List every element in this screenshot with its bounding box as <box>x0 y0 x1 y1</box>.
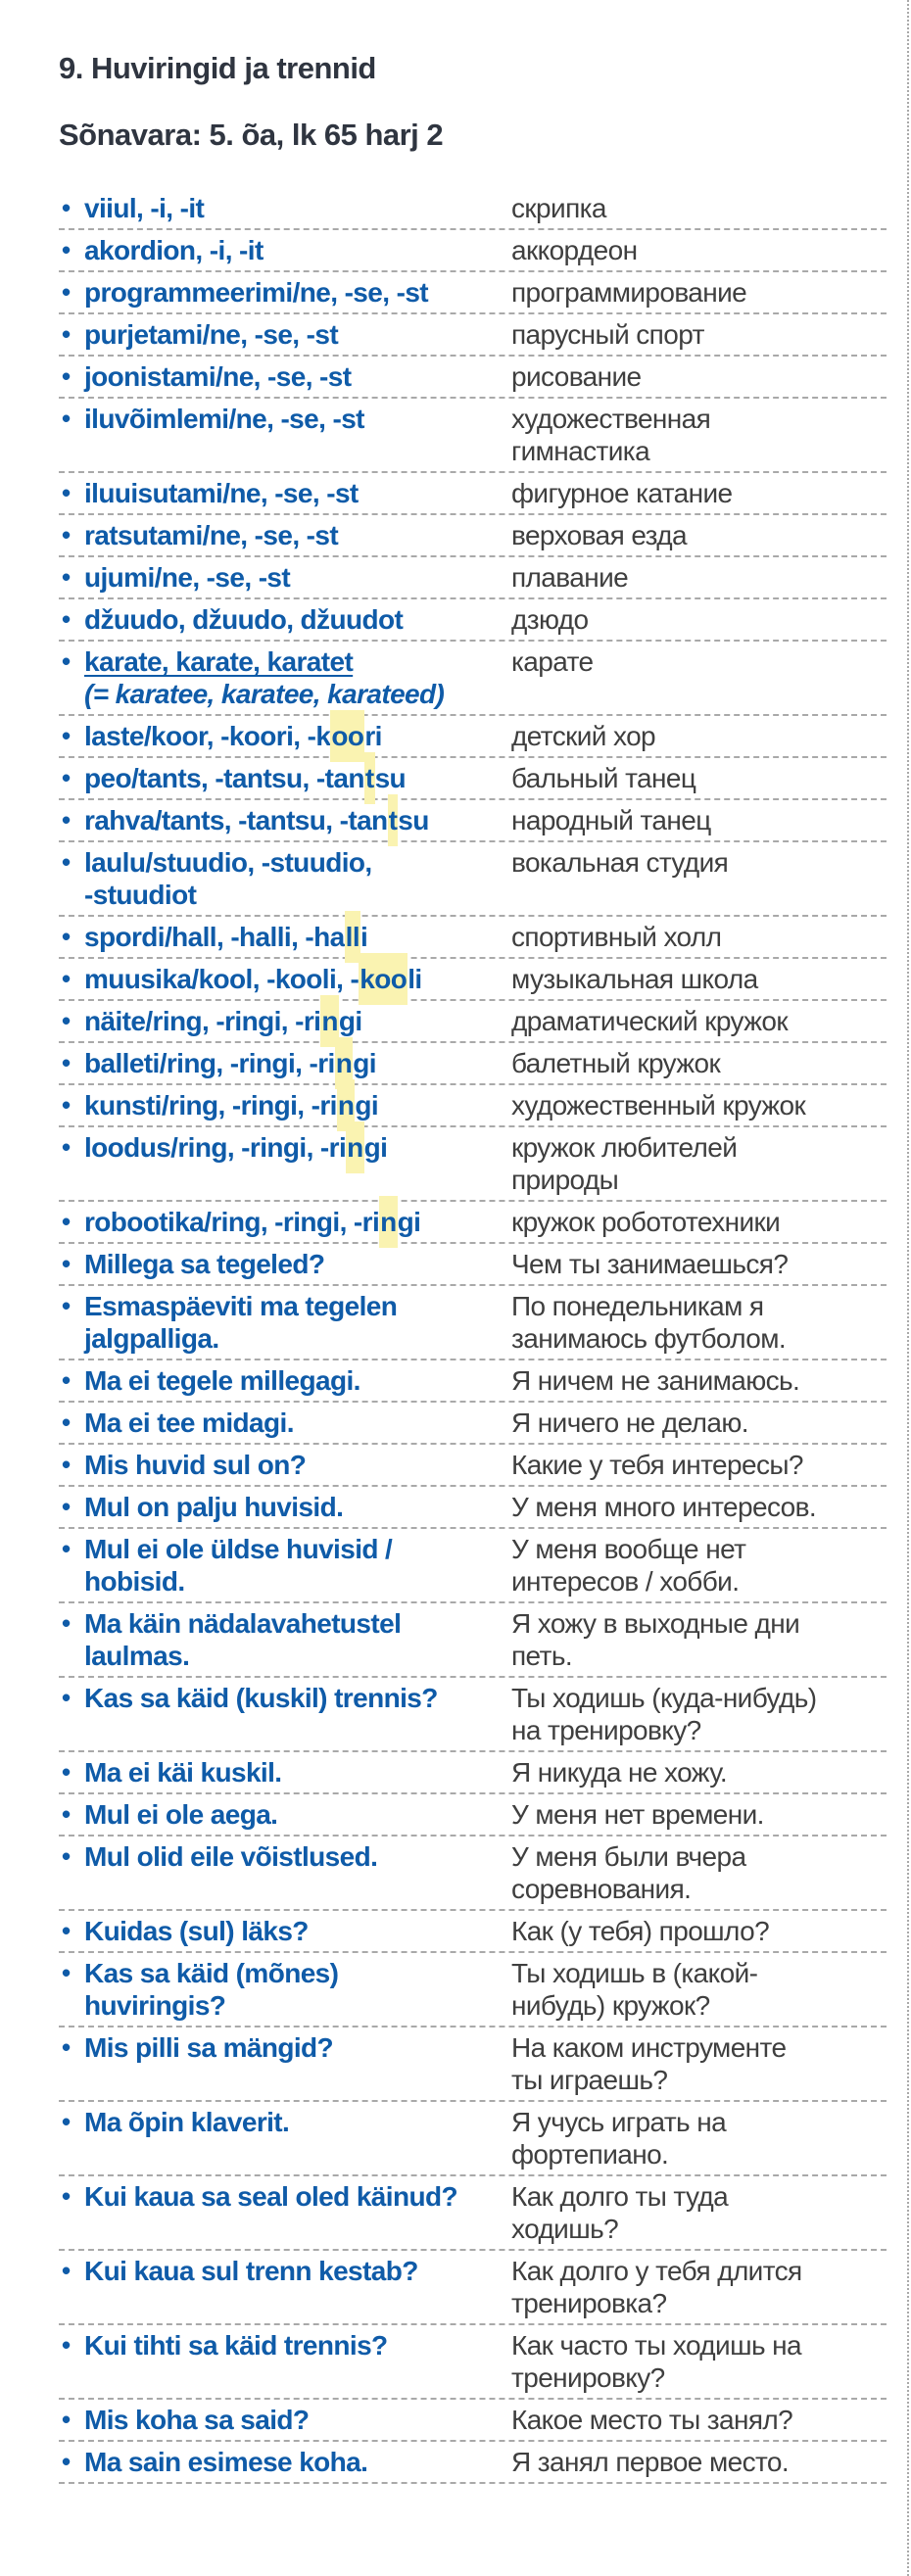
bullet-icon: • <box>62 964 71 993</box>
table-row <box>59 917 887 959</box>
russian-line: рисование <box>511 361 642 392</box>
russian-translation-cell <box>511 2106 887 2171</box>
table-row <box>59 1001 887 1043</box>
bullet-icon: • <box>62 1450 71 1479</box>
grade-highlight: n <box>337 1079 356 1131</box>
table-row <box>59 1403 887 1445</box>
russian-line: карате <box>511 646 594 677</box>
estonian-line: robootika/ring, -ringi, -ringi <box>84 1206 511 1238</box>
russian-line: Ты ходишь в (какой- <box>511 1958 758 1988</box>
estonian-line: huviringis? <box>84 1990 226 2021</box>
estonian-line: Mul olid eile võistlused. <box>84 1841 378 1872</box>
russian-translation-cell <box>511 1798 887 1831</box>
russian-line: Я ничего не делаю. <box>511 1407 748 1438</box>
estonian-line: hobisid. <box>84 1566 185 1597</box>
estonian-term-cell <box>59 2180 511 2213</box>
estonian-line: Mul ei ole aega. <box>84 1799 278 1830</box>
russian-line: тренировка? <box>511 2288 667 2318</box>
bullet-icon: • <box>62 2181 71 2211</box>
russian-line: Как часто ты ходишь на <box>511 2330 801 2361</box>
grade-highlight: ll <box>345 911 360 963</box>
bullet-icon: • <box>62 1407 71 1437</box>
bullet-icon: • <box>62 2256 71 2285</box>
russian-translation-cell <box>511 1005 887 1037</box>
russian-line: занимаюсь футболом. <box>511 1323 787 1354</box>
russian-translation-cell <box>511 318 887 351</box>
russian-translation-cell <box>511 1491 887 1523</box>
russian-line: дзюдо <box>511 604 589 635</box>
estonian-term-cell <box>59 1840 511 1873</box>
estonian-line: Ma sain esimese koha. <box>84 2447 368 2477</box>
russian-line: У меня много интересов. <box>511 1492 817 1522</box>
estonian-line: Kui kaua sul trenn kestab? <box>84 2256 418 2286</box>
estonian-term-cell <box>59 1449 511 1481</box>
russian-translation-cell <box>511 1607 887 1672</box>
grade-highlight: t <box>388 794 399 846</box>
estonian-line: jalgpalliga. <box>84 1323 219 1354</box>
bullet-icon: • <box>62 1534 71 1563</box>
table-row <box>59 716 887 758</box>
estonian-term-cell <box>59 1364 511 1397</box>
russian-line: Я учусь играть на <box>511 2107 727 2137</box>
russian-translation-cell <box>511 846 887 879</box>
bullet-icon: • <box>62 1291 71 1320</box>
russian-translation-cell <box>511 1957 887 2022</box>
estonian-line: Ma õpin klaverit. <box>84 2107 290 2137</box>
table-row <box>59 758 887 800</box>
russian-line: Как долго у тебя длится <box>511 2256 802 2286</box>
bullet-icon: • <box>62 235 71 264</box>
bullet-icon: • <box>62 1365 71 1395</box>
grade-highlight: n <box>346 1121 364 1173</box>
table-row <box>59 2027 887 2102</box>
estonian-line: Mul ei ole üldse huvisid / <box>84 1534 393 1564</box>
estonian-line: joonistami/ne, -se, -st <box>84 361 352 392</box>
table-row <box>59 1202 887 1244</box>
table-row <box>59 2400 887 2442</box>
russian-translation-cell <box>511 561 887 594</box>
estonian-line: Mis pilli sa mängid? <box>84 2032 334 2063</box>
estonian-term-cell <box>59 1131 511 1164</box>
estonian-line: Millega sa tegeled? <box>84 1249 325 1279</box>
estonian-line: rahva/tants, -tantsu, -tantsu <box>84 804 511 836</box>
russian-line: драматический кружок <box>511 1006 789 1036</box>
estonian-line: Kui tihti sa käid trennis? <box>84 2330 388 2361</box>
estonian-term-cell <box>59 720 511 752</box>
russian-translation-cell <box>511 2180 887 2245</box>
russian-line: балетный кружок <box>511 1048 721 1078</box>
bullet-icon: • <box>62 646 71 676</box>
table-row <box>59 800 887 842</box>
russian-line: нибудь) кружок? <box>511 1990 710 2021</box>
russian-line: соревнования. <box>511 1874 692 1904</box>
estonian-line: (= karatee, karatee, karateed) <box>84 679 445 709</box>
russian-line: художественный кружок <box>511 1090 806 1121</box>
russian-translation-cell <box>511 1756 887 1789</box>
russian-translation-cell <box>511 2031 887 2096</box>
estonian-term-cell <box>59 1607 511 1672</box>
table-row <box>59 557 887 599</box>
estonian-term-cell <box>59 318 511 351</box>
estonian-line: -stuudiot <box>84 880 197 910</box>
table-row <box>59 1445 887 1487</box>
russian-line: кружок любителей <box>511 1132 738 1163</box>
table-row <box>59 842 887 917</box>
bullet-icon: • <box>62 1090 71 1120</box>
russian-line: фортепиано. <box>511 2139 669 2170</box>
estonian-term-cell <box>59 2106 511 2138</box>
estonian-line: spordi/hall, -halli, -halli <box>84 921 511 953</box>
estonian-term-cell <box>59 1248 511 1280</box>
bullet-icon: • <box>62 1799 71 1829</box>
estonian-term-cell <box>59 1206 511 1238</box>
grade-highlight: t <box>364 752 375 804</box>
russian-line: Как долго ты туда <box>511 2181 729 2212</box>
bullet-icon: • <box>62 721 71 750</box>
table-row <box>59 1953 887 2027</box>
estonian-term-cell <box>59 1682 511 1714</box>
estonian-term-cell <box>59 519 511 551</box>
estonian-line: iluuisutami/ne, -se, -st <box>84 478 359 508</box>
page-title: 9. Huviringid ja trennid <box>59 51 376 85</box>
table-row <box>59 473 887 515</box>
estonian-term-cell <box>59 1290 511 1355</box>
estonian-term-cell <box>59 2404 511 2436</box>
estonian-line: laulmas. <box>84 1641 190 1671</box>
estonian-term-cell <box>59 477 511 509</box>
russian-translation-cell <box>511 762 887 794</box>
estonian-line: Kas sa käid (kuskil) trennis? <box>84 1683 438 1713</box>
russian-line: интересов / хобби. <box>511 1566 740 1597</box>
table-row <box>59 230 887 272</box>
russian-line: У меня были вчера <box>511 1841 746 1872</box>
russian-translation-cell <box>511 1533 887 1598</box>
russian-line: По понедельникам я <box>511 1291 764 1321</box>
estonian-line: Esmaspäeviti ma tegelen <box>84 1291 398 1321</box>
estonian-line: karate, karate, karatet <box>84 646 354 677</box>
bullet-icon: • <box>62 478 71 507</box>
russian-line: ты играешь? <box>511 2065 668 2095</box>
table-row <box>59 1911 887 1953</box>
russian-line: кружок робототехники <box>511 1207 781 1237</box>
estonian-line: kunsti/ring, -ringi, -ringi <box>84 1089 511 1121</box>
bullet-icon: • <box>62 1608 71 1638</box>
estonian-line: Ma ei käi kuskil. <box>84 1757 282 1788</box>
table-row <box>59 515 887 557</box>
estonian-line: loodus/ring, -ringi, -ringi <box>84 1131 511 1164</box>
russian-line: гимнастика <box>511 436 650 466</box>
russian-line: Чем ты занимаешься? <box>511 1249 789 1279</box>
table-row <box>59 2251 887 2325</box>
bullet-icon: • <box>62 1132 71 1162</box>
russian-line: Как (у тебя) прошло? <box>511 1916 770 1946</box>
table-row <box>59 2442 887 2484</box>
table-row <box>59 1286 887 1360</box>
estonian-line: Ma ei tegele millegagi. <box>84 1365 360 1396</box>
russian-translation-cell <box>511 1840 887 1905</box>
vocab-table <box>59 188 887 2484</box>
estonian-line: Ma ei tee midagi. <box>84 1407 294 1438</box>
estonian-term-cell <box>59 1915 511 1947</box>
bullet-icon: • <box>62 922 71 951</box>
russian-line: Я хожу в выходные дни <box>511 1608 800 1639</box>
bullet-icon: • <box>62 2107 71 2136</box>
bullet-icon: • <box>62 562 71 592</box>
russian-line: Я ничем не занимаюсь. <box>511 1365 800 1396</box>
russian-line: Какое место ты занял? <box>511 2405 793 2435</box>
russian-line: спортивный холл <box>511 922 722 952</box>
russian-line: У меня вообще нет <box>511 1534 746 1564</box>
grade-highlight: n <box>335 1037 354 1089</box>
russian-translation-cell <box>511 963 887 995</box>
table-row <box>59 314 887 357</box>
estonian-term-cell <box>59 1047 511 1079</box>
table-row <box>59 1529 887 1603</box>
estonian-line: viiul, -i, -it <box>84 193 205 223</box>
bullet-icon: • <box>62 1841 71 1871</box>
russian-line: тренировку? <box>511 2362 665 2393</box>
russian-line: бальный танец <box>511 763 696 793</box>
estonian-term-cell <box>59 762 511 794</box>
estonian-line: Mis koha sa said? <box>84 2405 310 2435</box>
estonian-line: ujumi/ne, -se, -st <box>84 562 291 593</box>
grade-highlight: oo <box>330 710 364 762</box>
table-row <box>59 2325 887 2400</box>
estonian-line: ratsutami/ne, -se, -st <box>84 520 339 550</box>
russian-translation-cell <box>511 603 887 636</box>
russian-line: программирование <box>511 277 747 308</box>
estonian-term-cell <box>59 921 511 953</box>
estonian-line: peo/tants, -tantsu, -tantsu <box>84 762 511 794</box>
russian-translation-cell <box>511 1682 887 1746</box>
bullet-icon: • <box>62 1006 71 1035</box>
estonian-term-cell <box>59 603 511 636</box>
bullet-icon: • <box>62 763 71 792</box>
estonian-line: Mis huvid sul on? <box>84 1450 307 1480</box>
estonian-line: laste/koor, -koori, -koori <box>84 720 511 752</box>
right-dotted-border <box>907 0 909 2576</box>
russian-translation-cell <box>511 720 887 752</box>
russian-translation-cell <box>511 234 887 266</box>
estonian-line: Kuidas (sul) läks? <box>84 1916 309 1946</box>
bullet-icon: • <box>62 520 71 549</box>
russian-line: плавание <box>511 562 629 593</box>
estonian-term-cell <box>59 1005 511 1037</box>
table-row <box>59 1487 887 1529</box>
table-row <box>59 959 887 1001</box>
estonian-line: purjetami/ne, -se, -st <box>84 319 339 350</box>
bullet-icon: • <box>62 277 71 307</box>
russian-translation-cell <box>511 2255 887 2319</box>
russian-line: Я занял первое место. <box>511 2447 790 2477</box>
table-row <box>59 1603 887 1678</box>
estonian-term-cell <box>59 1089 511 1121</box>
russian-translation-cell <box>511 2404 887 2436</box>
estonian-term-cell <box>59 276 511 309</box>
estonian-line: näite/ring, -ringi, -ringi <box>84 1005 511 1037</box>
estonian-line: programmeerimi/ne, -se, -st <box>84 277 429 308</box>
page-subtitle: Sõnavara: 5. õa, lk 65 harj 2 <box>59 118 444 152</box>
russian-translation-cell <box>511 2329 887 2394</box>
russian-translation-cell <box>511 804 887 836</box>
table-row <box>59 1360 887 1403</box>
russian-line: У меня нет времени. <box>511 1799 764 1830</box>
russian-translation-cell <box>511 519 887 551</box>
estonian-line: Kas sa käid (mõnes) <box>84 1958 339 1988</box>
russian-line: ходишь? <box>511 2214 619 2244</box>
table-row <box>59 1244 887 1286</box>
russian-translation-cell <box>511 1131 887 1196</box>
estonian-term-cell <box>59 2446 511 2478</box>
table-row <box>59 1085 887 1127</box>
russian-translation-cell <box>511 645 887 678</box>
bullet-icon: • <box>62 1249 71 1278</box>
russian-line: Я никуда не хожу. <box>511 1757 728 1788</box>
russian-translation-cell <box>511 1206 887 1238</box>
estonian-term-cell <box>59 1533 511 1598</box>
bullet-icon: • <box>62 847 71 877</box>
table-row <box>59 2102 887 2176</box>
estonian-term-cell <box>59 804 511 836</box>
estonian-term-cell <box>59 2329 511 2361</box>
russian-line: музыкальная школа <box>511 964 758 994</box>
bullet-icon: • <box>62 1683 71 1712</box>
russian-translation-cell <box>511 1248 887 1280</box>
russian-translation-cell <box>511 192 887 224</box>
estonian-term-cell <box>59 1957 511 2022</box>
bullet-icon: • <box>62 2447 71 2476</box>
russian-line: верховая езда <box>511 520 688 550</box>
bullet-icon: • <box>62 1207 71 1236</box>
russian-translation-cell <box>511 1089 887 1121</box>
bullet-icon: • <box>62 193 71 222</box>
russian-line: народный танец <box>511 805 711 835</box>
bullet-icon: • <box>62 604 71 634</box>
table-row <box>59 2176 887 2251</box>
table-row <box>59 188 887 230</box>
estonian-term-cell <box>59 234 511 266</box>
estonian-term-cell <box>59 963 511 995</box>
estonian-line: džuudo, džuudo, džuudot <box>84 604 404 635</box>
bullet-icon: • <box>62 2405 71 2434</box>
table-row <box>59 1752 887 1794</box>
russian-translation-cell <box>511 1407 887 1439</box>
estonian-term-cell <box>59 1407 511 1439</box>
russian-line: петь. <box>511 1641 572 1671</box>
bullet-icon: • <box>62 2032 71 2062</box>
estonian-term-cell <box>59 846 511 911</box>
russian-translation-cell <box>511 1047 887 1079</box>
table-row <box>59 1127 887 1202</box>
grade-highlight: n <box>320 995 339 1047</box>
table-row <box>59 1678 887 1752</box>
russian-translation-cell <box>511 1449 887 1481</box>
russian-translation-cell <box>511 360 887 393</box>
table-row <box>59 1043 887 1085</box>
bullet-icon: • <box>62 1958 71 1987</box>
table-row <box>59 357 887 399</box>
table-row <box>59 1837 887 1911</box>
russian-line: вокальная студия <box>511 847 729 878</box>
bullet-icon: • <box>62 2330 71 2360</box>
russian-line: фигурное катание <box>511 478 733 508</box>
estonian-term-cell <box>59 1491 511 1523</box>
estonian-term-cell <box>59 645 511 710</box>
russian-line: На каком инструменте <box>511 2032 787 2063</box>
russian-translation-cell <box>511 2446 887 2478</box>
russian-line: природы <box>511 1165 619 1195</box>
russian-line: Какие у тебя интересы? <box>511 1450 803 1480</box>
bullet-icon: • <box>62 1048 71 1077</box>
russian-line: на тренировку? <box>511 1715 701 1745</box>
russian-translation-cell <box>511 1364 887 1397</box>
russian-line: Ты ходишь (куда-нибудь) <box>511 1683 817 1713</box>
russian-line: парусный спорт <box>511 319 704 350</box>
russian-line: скрипка <box>511 193 606 223</box>
bullet-icon: • <box>62 319 71 349</box>
russian-line: детский хор <box>511 721 656 751</box>
estonian-term-cell <box>59 1756 511 1789</box>
table-row <box>59 642 887 716</box>
table-row <box>59 272 887 314</box>
bullet-icon: • <box>62 1916 71 1945</box>
estonian-line: akordion, -i, -it <box>84 235 264 265</box>
russian-line: аккордеон <box>511 235 638 265</box>
estonian-line: Kui kaua sa seal oled käinud? <box>84 2181 457 2212</box>
russian-translation-cell <box>511 477 887 509</box>
grade-highlight: koo <box>359 953 408 1005</box>
bullet-icon: • <box>62 361 71 391</box>
russian-translation-cell <box>511 276 887 309</box>
bullet-icon: • <box>62 1492 71 1521</box>
table-row <box>59 599 887 642</box>
russian-translation-cell <box>511 921 887 953</box>
estonian-term-cell <box>59 192 511 224</box>
estonian-term-cell <box>59 403 511 435</box>
russian-line: художественная <box>511 404 711 434</box>
estonian-line: muusika/kool, -kooli, -kooli <box>84 963 511 995</box>
estonian-line: iluvõimlemi/ne, -se, -st <box>84 404 364 434</box>
grade-highlight: n <box>379 1196 398 1248</box>
estonian-line: laulu/stuudio, -stuudio, <box>84 847 372 878</box>
russian-translation-cell <box>511 1915 887 1947</box>
bullet-icon: • <box>62 404 71 433</box>
estonian-term-cell <box>59 1798 511 1831</box>
table-row <box>59 399 887 473</box>
estonian-term-cell <box>59 2255 511 2287</box>
estonian-line: Mul on palju huvisid. <box>84 1492 344 1522</box>
estonian-line: Ma käin nädalavahetustel <box>84 1608 402 1639</box>
russian-translation-cell <box>511 403 887 467</box>
estonian-term-cell <box>59 360 511 393</box>
estonian-line: balleti/ring, -ringi, -ringi <box>84 1047 511 1079</box>
estonian-term-cell <box>59 561 511 594</box>
estonian-term-cell <box>59 2031 511 2064</box>
bullet-icon: • <box>62 1757 71 1787</box>
russian-translation-cell <box>511 1290 887 1355</box>
table-row <box>59 1794 887 1837</box>
bullet-icon: • <box>62 805 71 835</box>
